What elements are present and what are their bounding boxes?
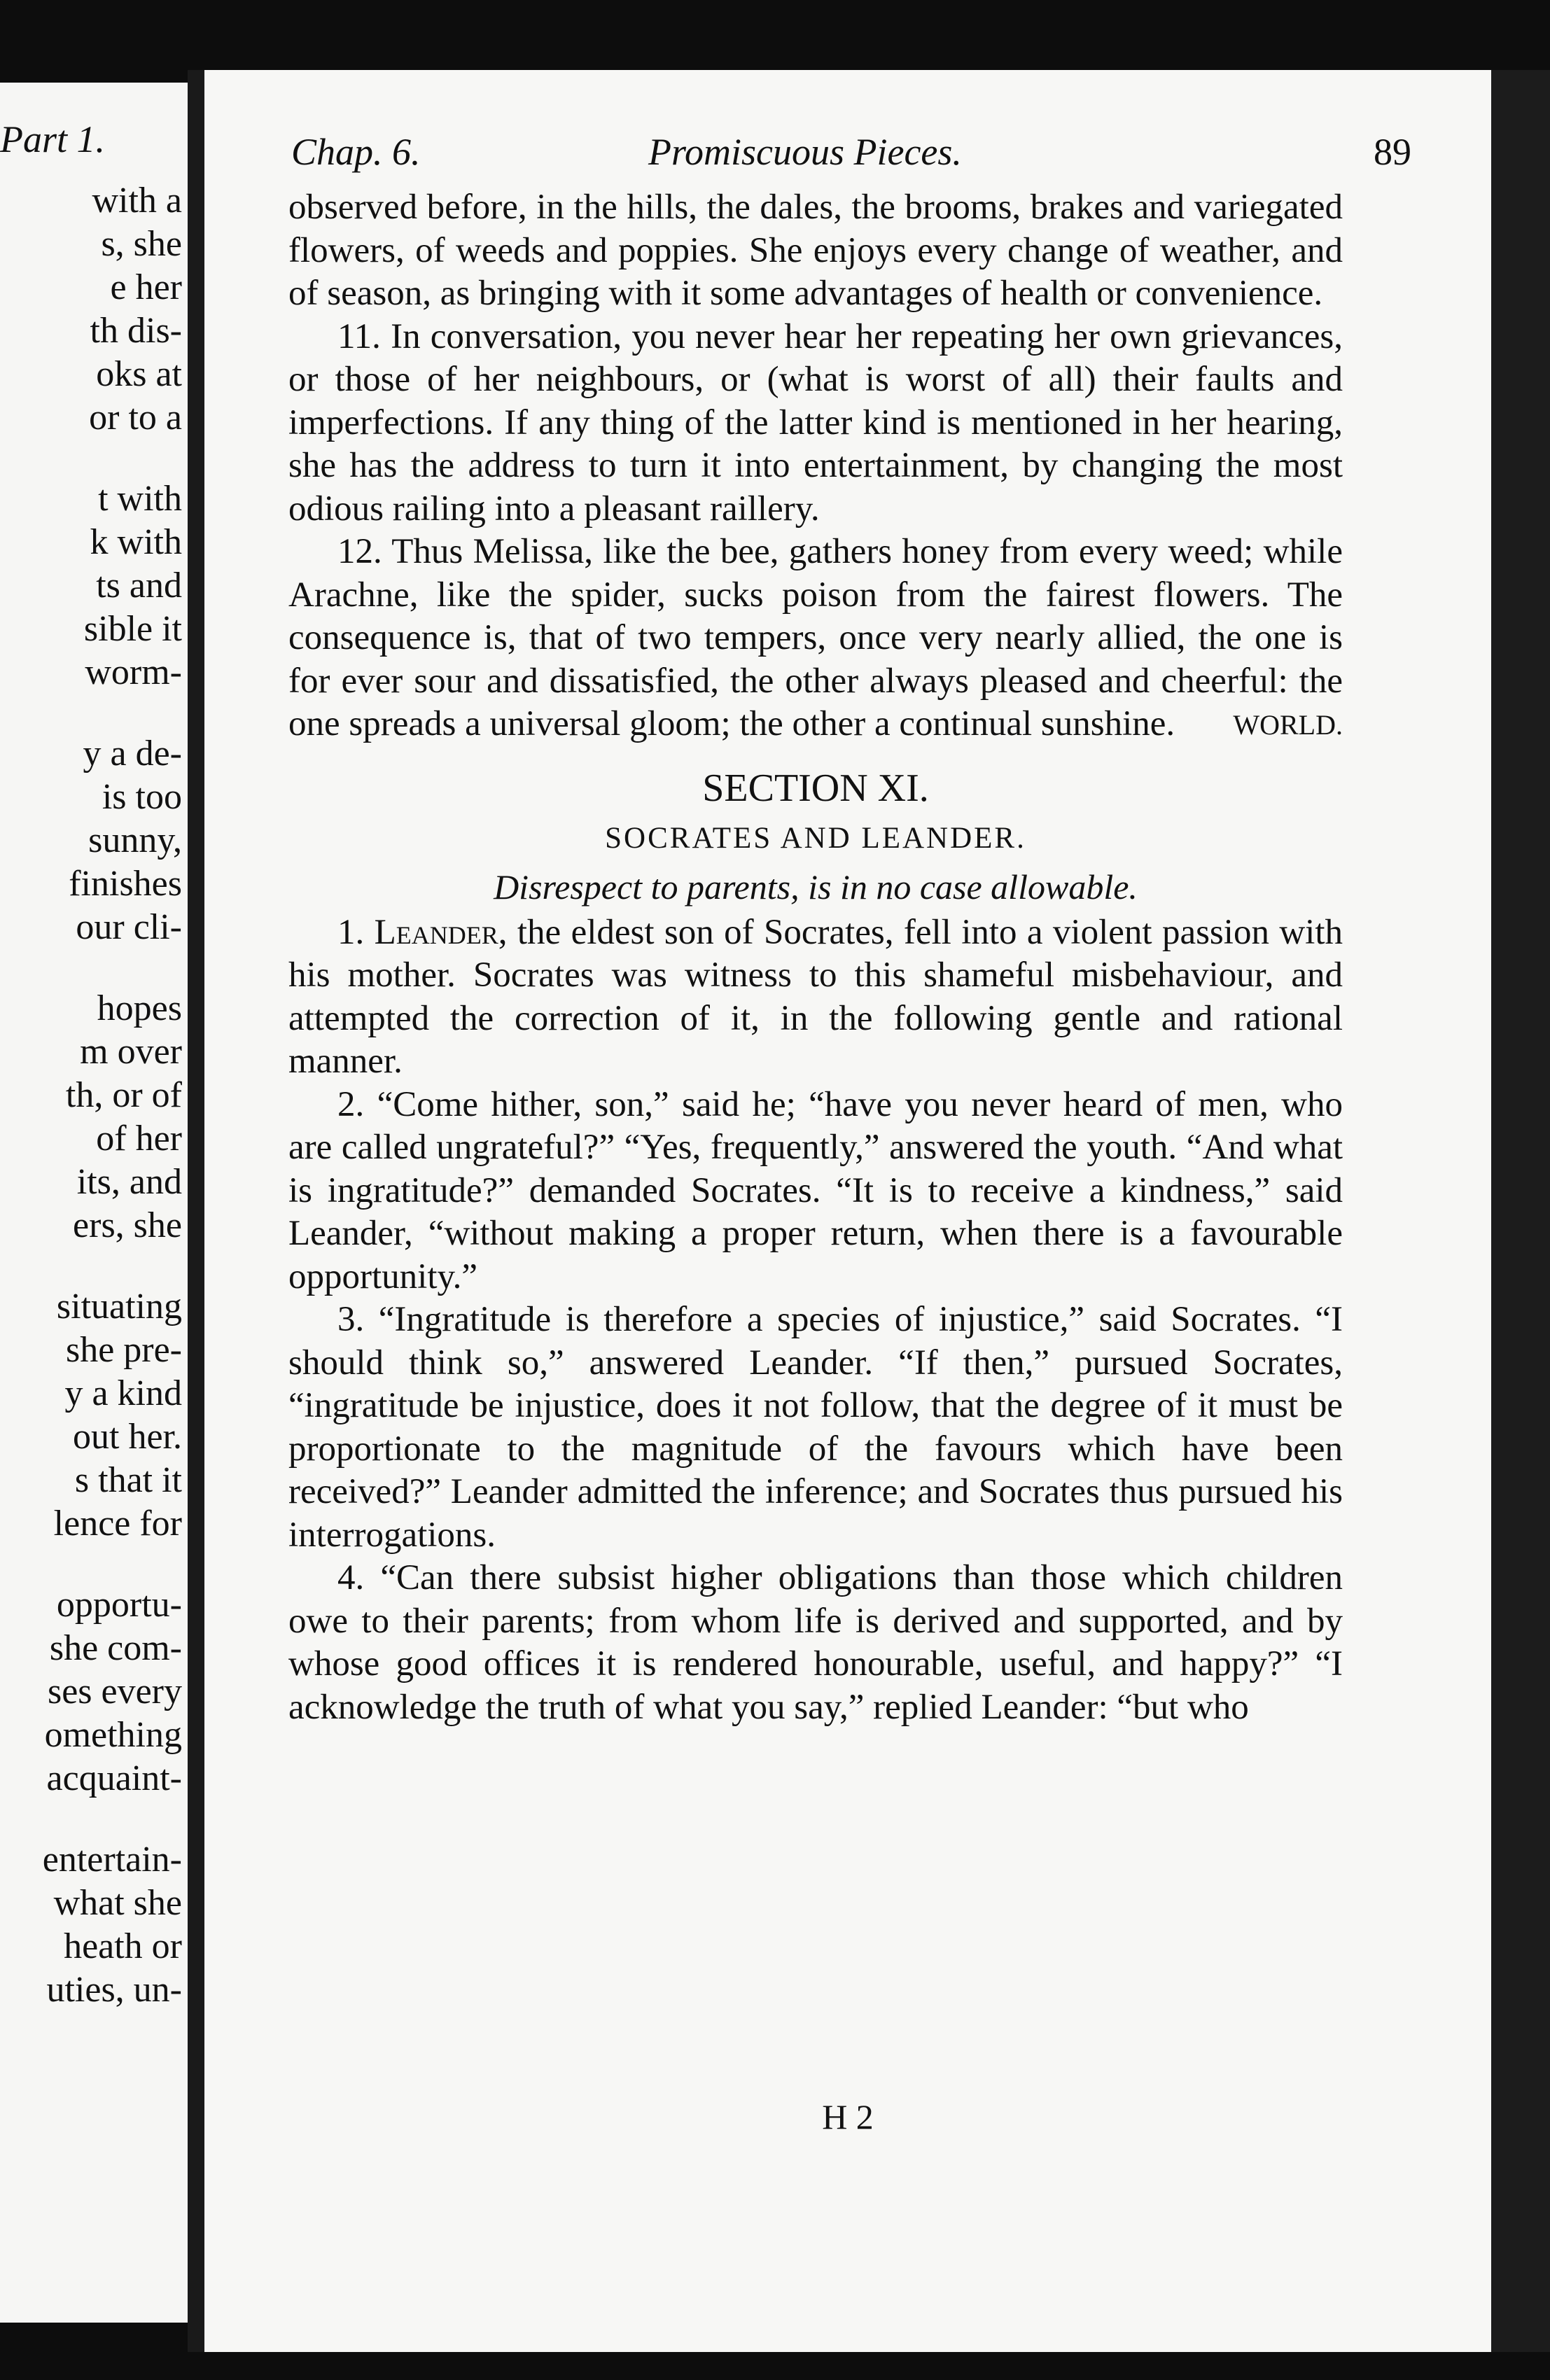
left-page-line: omething xyxy=(44,1715,182,1755)
paragraph-continued: observed before, in the hills, the dales, the brooms, brakes and variegated flowers, of weeds and poppies. She enjoys every change of weather, and of season, as bringing with it some advantages of health or convenience. xyxy=(288,188,1343,313)
left-page-line: our cli- xyxy=(76,907,182,947)
attribution: WORLD. xyxy=(1233,708,1343,741)
running-title: Promiscuous Pieces. xyxy=(648,131,962,173)
left-page-line: its, and xyxy=(76,1162,182,1202)
page-edge-shadow xyxy=(1491,70,1550,2352)
left-page-line: th dis- xyxy=(90,311,182,351)
left-page-line: s that it xyxy=(74,1460,182,1500)
left-page-line: uties, un- xyxy=(46,1970,182,2010)
left-page-text xyxy=(0,179,182,2012)
left-page-line: acquaint- xyxy=(46,1758,182,1798)
left-page-line: is too xyxy=(102,777,182,817)
left-page-line: sunny, xyxy=(88,820,182,860)
section-motto: Disrespect to parents, is in no case allowable. xyxy=(494,867,1138,906)
left-page-line: with a xyxy=(92,181,182,220)
page-number: 89 xyxy=(1374,131,1411,173)
left-page-line: heath or xyxy=(64,1926,182,1966)
left-page-line: of her xyxy=(96,1119,182,1158)
left-facing-page xyxy=(0,83,188,2323)
left-page-line: oks at xyxy=(96,354,182,394)
page-body xyxy=(288,186,1343,1729)
left-page-line: ers, she xyxy=(73,1205,182,1245)
book-gutter xyxy=(188,70,204,2352)
section-paragraph-3: 3. “Ingratitude is therefore a species of injustice,” said Socrates. “I should think so,” answered Leander. “If then,” pursued Socrates, “ingratitude be injustice, does it not follow, that the degree of it must be proportionate to the magnitude of the favours which have been received?” Leander admitted the inference; and Socrates thus pursued his interrogations. xyxy=(288,1300,1343,1555)
section-subtitle: SOCRATES AND LEANDER. xyxy=(605,821,1026,855)
left-page-line xyxy=(0,949,182,987)
left-page-line: ses every xyxy=(47,1672,182,1712)
left-page-line xyxy=(0,440,182,477)
left-page-line xyxy=(0,694,182,732)
left-page-line: hopes xyxy=(97,988,182,1028)
paragraph-11: 11. In conversation, you never hear her repeating her own grievances, or those of her neighbours, or (what is worst of all) their faults and imperfections. If any thing of the latter kind is mentioned in her hearing, she has the address to turn it into entertainment, by changing the most odious railing into a pleasant raillery. xyxy=(288,316,1343,528)
chapter-label: Chap. 6. xyxy=(291,131,421,173)
left-page-line: e her xyxy=(110,267,182,307)
running-head xyxy=(291,130,1411,179)
section-paragraph-4: 4. “Can there subsist higher obligations than those which children owe to their parents; from whom life is derived and supported, and by whose good offices it is rendered honourable, useful, and happy?” “I acknowledge the truth of what you say,” replied Leander: “but who xyxy=(288,1558,1343,1727)
section-title: SECTION XI. xyxy=(702,766,929,810)
left-page-line: y a de- xyxy=(83,734,182,774)
left-page-line: t with xyxy=(98,479,182,519)
right-page xyxy=(204,70,1491,2352)
left-page-line: k with xyxy=(90,522,182,562)
paragraph-text: , the eldest son of Socrates, fell into a violent passion with his mother. Socrates was witness to this shameful misbehaviour, and attempted the correction of it, in the following gentle and rational manner. xyxy=(288,912,1343,1081)
section-paragraph-1 xyxy=(288,911,1343,1084)
speaker-name: Leander xyxy=(374,912,498,952)
left-page-line xyxy=(0,1800,182,1838)
left-page-line: finishes xyxy=(69,864,182,904)
signature-mark: H 2 xyxy=(822,2097,874,2136)
left-page-line: or to a xyxy=(89,398,182,438)
left-page-line: m over xyxy=(80,1032,182,1072)
left-page-line: what she xyxy=(53,1883,182,1923)
left-page-line: situating xyxy=(56,1287,182,1326)
paragraph-12: 12. Thus Melissa, like the bee, gathers honey from every weed; while Arachne, like the spider, sucks poison from the fairest flowers. The consequence is, that of two tempers, once very nearly allied, the one is for ever sour and dissatisfied, the other always pleased and cheerful: the one spreads a universal gloom; the other a continual sunshine. xyxy=(288,532,1343,743)
left-page-line: opportu- xyxy=(56,1585,182,1625)
left-page-line: entertain- xyxy=(42,1840,182,1879)
left-page-line: th, or of xyxy=(65,1075,182,1115)
left-page-line: sible it xyxy=(83,609,182,649)
paragraph-number: 1. xyxy=(337,912,365,952)
left-page-line: lence for xyxy=(53,1504,182,1544)
left-page-line: s, she xyxy=(101,224,182,264)
left-page-line: she com- xyxy=(49,1628,182,1668)
left-page-line: she pre- xyxy=(65,1330,182,1370)
left-page-line xyxy=(0,1247,182,1285)
left-page-line: worm- xyxy=(85,652,182,692)
section-paragraph-2: 2. “Come hither, son,” said he; “have you never heard of men, who are called ungrateful?” “Yes, frequently,” answered the youth. “And what is ingratitude?” demanded Socrates. “It is to receive a kindness,” said Leander, “without making a proper return, when there is a favourable opportunity.” xyxy=(288,1084,1343,1296)
left-running-head: Part 1. xyxy=(0,118,106,160)
left-page-line: out her. xyxy=(73,1417,182,1457)
left-page-line xyxy=(0,1546,182,1583)
left-page-line: y a kind xyxy=(64,1373,182,1413)
left-page-line: ts and xyxy=(96,566,182,606)
